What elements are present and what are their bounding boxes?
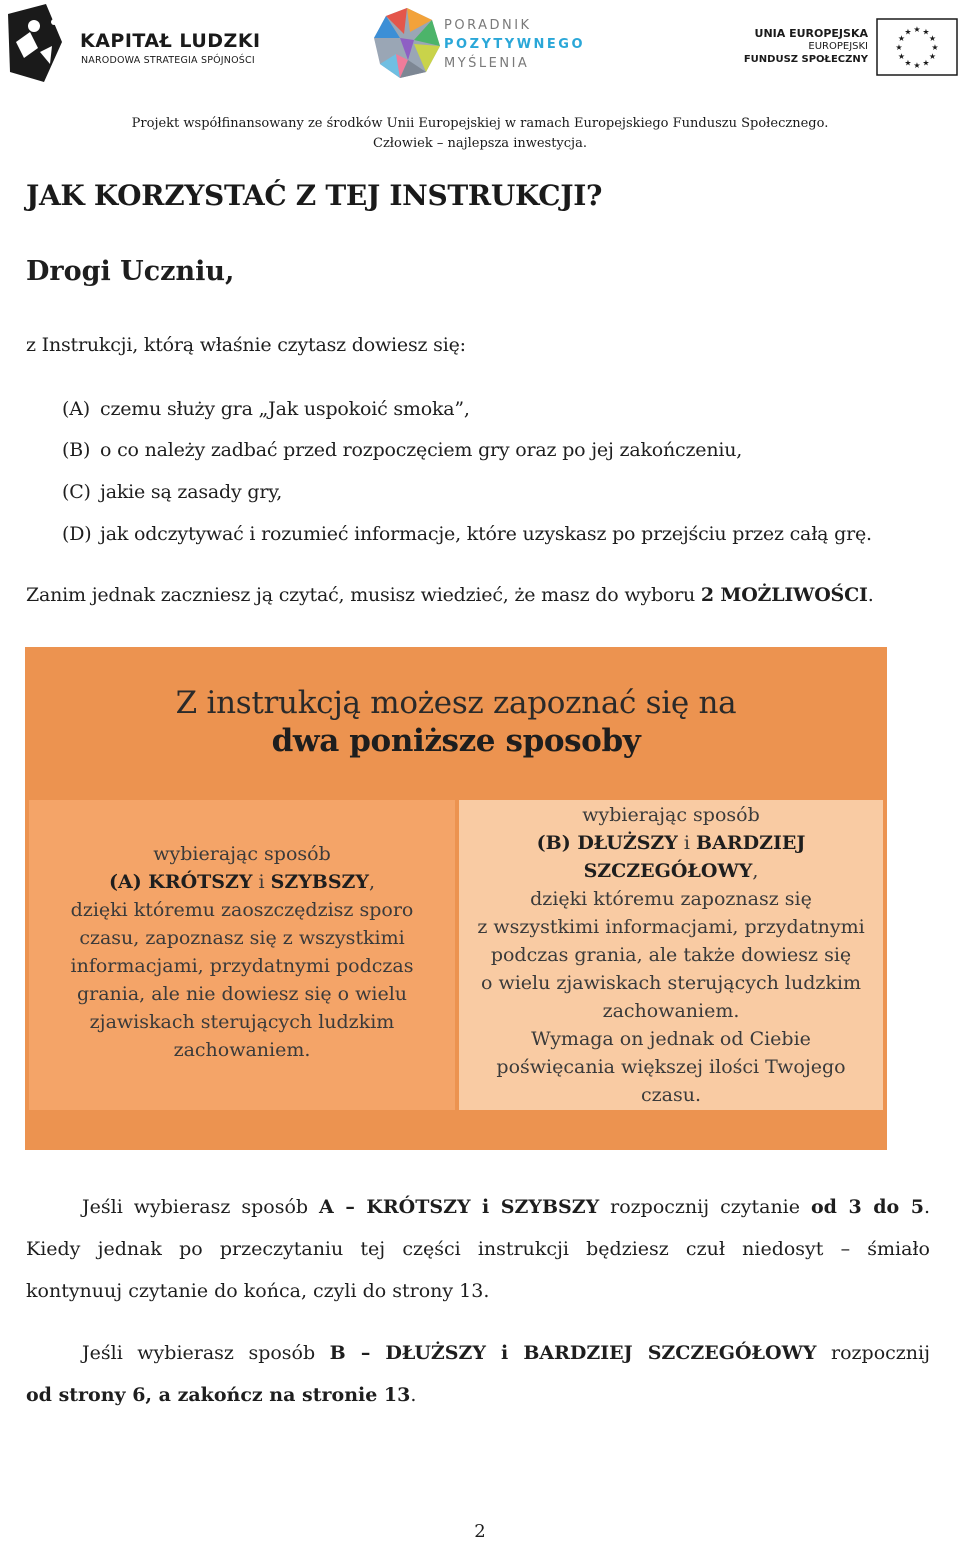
eu-line1: UNIA EUROPEJSKA [754,27,868,40]
poradnik-mosaic-icon [370,4,444,82]
page-header [0,0,960,165]
poradnik-logo [370,4,600,84]
option-b-label-line2-text: SZCZEGÓŁOWY [583,860,753,882]
option-a-comma: , [368,871,376,893]
option-a-line: informacjami, przydatnymi podczas [70,955,414,977]
option-a-note-line1: Kiedy jednak po przeczytaniu tej części instrukcji będziesz czuł niedosyt – śmiało [26,1238,930,1260]
option-b-line: o wielu zjawiskach sterujących ludzkim [480,972,862,994]
list-marker: (C) [62,481,91,503]
kapital-ludzki-subtitle: NARODOWA STRATEGIA SPÓJNOŚCI [81,55,255,66]
option-b-line: Wymaga on jednak od Ciebie [531,1028,811,1050]
eu-line2: EUROPEJSKI [808,41,868,52]
options-table-header [25,647,887,795]
choice-count: 2 MOŻLIWOŚCI [700,584,868,606]
option-a-page-range: od 3 do 5 [810,1196,924,1218]
option-a-instruction-text2: rozpocznij czytanie [599,1196,811,1218]
list-marker: (D) [62,523,92,545]
greeting: Drogi Uczniu, [26,256,235,287]
svg-text:★: ★ [922,58,930,68]
option-b-instruction-bold: B – DŁUŻSZY i BARDZIEJ SZCZEGÓŁOWY [329,1342,817,1364]
option-b-label-mid: i [677,832,697,854]
option-b-page-range: od strony 6, a zakończ na stronie 13 [26,1384,411,1406]
kapital-ludzki-logo [4,2,262,84]
svg-text:★: ★ [904,58,912,68]
option-b-label [459,829,883,857]
page-title: JAK KORZYSTAĆ Z TEJ INSTRUKCJI? [26,179,603,212]
list-item-text: jakie są zasady gry, [100,481,283,503]
option-a-lead: wybierając sposób [153,843,331,865]
choice-intro-text: Zanim jednak zaczniesz ją czytać, musisz wiedzieć, że masz do wyboru [26,584,696,606]
option-b-lead: wybierając sposób [582,804,760,826]
svg-text:★: ★ [913,25,921,34]
list-marker: (A) [62,398,90,420]
choice-intro-end: . [867,584,874,606]
svg-text:★: ★ [913,61,921,70]
eu-logo [743,18,960,78]
option-a-line: czasu, zapoznasz się z wszystkimi [79,927,405,949]
option-a-line: dzięki któremu zaoszczędzisz sporo [70,899,414,921]
option-b-pages [26,1384,930,1406]
option-b-comma: , [752,860,759,882]
option-b-label-line2 [459,857,883,885]
choice-intro [26,584,874,606]
list-item [62,523,872,545]
option-a-instruction-text: Jeśli wybierasz sposób [82,1196,320,1218]
kapital-ludzki-mark-icon [4,2,66,84]
list-item-text: o co należy zadbać przed rozpoczęciem gry oraz po jej zakończeniu, [100,439,743,461]
option-b-pages-end: . [410,1384,417,1406]
option-b-instruction [26,1342,930,1364]
option-b-line: zachowaniem. [602,1000,740,1022]
poradnik-line1: PORADNIK [444,18,532,33]
option-b-line: podczas grania, ale także dowiesz się [490,944,852,966]
option-a-cell [29,800,455,1110]
svg-text:★: ★ [931,43,939,52]
option-b-cell [459,800,883,1110]
funding-slogan: Człowiek – najlepsza inwestycja. [373,136,587,151]
options-table [25,647,887,1150]
svg-text:★: ★ [928,52,937,61]
option-b-line: czasu. [640,1084,701,1106]
intro-text: z Instrukcji, którą właśnie czytasz dowiesz się: [26,334,466,356]
option-a-instruction-bold: A – KRÓTSZY i SZYBSZY [319,1196,600,1218]
list-marker: (B) [62,439,91,461]
list-item [62,481,282,503]
svg-text:★: ★ [897,52,906,61]
option-a-note-line2: kontynuuj czytanie do końca, czyli do strony 13. [26,1280,490,1302]
option-a-line: grania, ale nie dowiesz się o wielu [76,983,408,1005]
option-b-line: poświęcania większej ilości Twojego [496,1056,846,1078]
svg-text:★: ★ [922,27,930,37]
options-title-line2: dwa poniższe sposoby [271,723,641,759]
page-number: 2 [474,1521,486,1542]
poradnik-line3: MYŚLENIA [444,56,530,71]
svg-text:★: ★ [904,27,912,37]
svg-text:★: ★ [928,34,937,43]
option-b-label-prefix: (B) DŁUŻSZY [536,832,678,854]
options-title-line1: Z instrukcją możesz zapoznać się na [175,685,737,721]
funding-note: Projekt współfinansowany ze środków Unii Europejskiej w ramach Europejskiego Funduszu Społecznego. [131,116,829,131]
option-b-line: z wszystkimi informacjami, przydatnymi [477,916,865,938]
option-b-line: dzięki któremu zapoznasz się [530,888,812,910]
option-a-label-mid: i [252,871,271,893]
option-a-label-suffix: SZYBSZY [270,871,369,893]
svg-text:★: ★ [895,43,903,52]
kapital-ludzki-title: KAPITAŁ LUDZKI [80,30,261,52]
eu-line3: FUNDUSZ SPOŁECZNY [743,54,868,65]
option-a-line: zachowaniem. [173,1039,311,1061]
option-a-label [29,868,455,896]
poradnik-line2: POZYTYWNEGO [444,37,586,52]
list-item [62,398,470,420]
option-b-instruction-text: Jeśli wybierasz sposób [82,1342,330,1364]
option-b-label-suffix: BARDZIEJ [696,832,806,854]
list-item-text: czemu służy gra „Jak uspokoić smoka”, [100,398,470,420]
eu-flag-icon [876,18,958,76]
option-a-instruction [26,1196,930,1218]
option-a-instruction-end: . [923,1196,930,1218]
list-item [62,439,742,461]
list-item-text: jak odczytywać i rozumieć informacje, które uzyskasz po przejściu przez całą grę. [100,523,872,545]
option-a-line: zjawiskach sterujących ludzkim [89,1011,395,1033]
option-a-label-prefix: (A) KRÓTSZY [108,871,253,893]
svg-text:★: ★ [897,34,906,43]
option-b-instruction-text2: rozpocznij [816,1342,931,1364]
